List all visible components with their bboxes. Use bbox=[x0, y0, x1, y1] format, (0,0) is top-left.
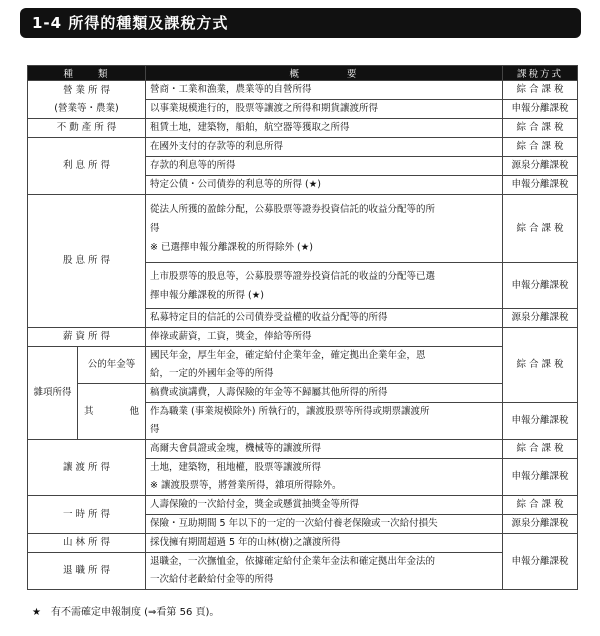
table-row bbox=[28, 138, 578, 157]
table-header-row bbox=[28, 66, 578, 81]
table-row bbox=[28, 440, 578, 459]
category-salary: 薪 資 所 得 bbox=[28, 328, 146, 347]
method-cell: 源泉分離課稅 bbox=[503, 515, 578, 534]
summary-cell: 採伐擁有期間超過 5 年的山林(樹)之讓渡所得 bbox=[146, 534, 503, 553]
summary-cell: 土地，建築物，租地權，股票等讓渡所得 ※ 讓渡股票等，將營業所得，雜項所得除外。 bbox=[146, 459, 503, 496]
header-method: 課稅方式 bbox=[503, 66, 578, 81]
category-interest: 利 息 所 得 bbox=[28, 138, 146, 195]
method-cell: 申報分離課稅 bbox=[503, 403, 578, 440]
method-cell: 綜 合 課 稅 bbox=[503, 138, 578, 157]
table-row bbox=[28, 195, 578, 263]
method-cell: 綜 合 課 稅 bbox=[503, 496, 578, 515]
header-category: 種 類 bbox=[28, 66, 146, 81]
method-cell: 源泉分離課稅 bbox=[503, 157, 578, 176]
summary-cell: 租賃土地，建築物，船舶，航空器等獲取之所得 bbox=[146, 119, 503, 138]
summary-cell: 上市股票等的股息等，公募股票等證券投資信託的收益的分配等已選 擇申報分離課稅的所得 (★) bbox=[146, 263, 503, 309]
method-cell: 綜 合 課 稅 bbox=[503, 195, 578, 263]
method-cell: 申報分離課稅 bbox=[503, 176, 578, 195]
summary-cell: 俸祿或薪資，工資，獎金，俸給等所得 bbox=[146, 328, 503, 347]
sub-category-pension: 公的年金等 bbox=[78, 347, 146, 384]
category-transfer: 讓 渡 所 得 bbox=[28, 440, 146, 496]
table-row bbox=[28, 347, 578, 384]
method-cell: 綜 合 課 稅 bbox=[503, 440, 578, 459]
section-title: 1-4 所得的種類及課稅方式 bbox=[20, 8, 581, 38]
category-retirement: 退 職 所 得 bbox=[28, 553, 146, 590]
summary-cell: 特定公債・公司債券的利息等的所得 (★) bbox=[146, 176, 503, 195]
table-row bbox=[28, 119, 578, 138]
method-cell: 綜 合 課 稅 bbox=[503, 119, 578, 138]
method-cell: 綜 合 課 稅 bbox=[503, 328, 578, 403]
header-summary: 概 要 bbox=[146, 66, 503, 81]
category-real-estate: 不 動 產 所 得 bbox=[28, 119, 146, 138]
summary-cell: 從法人所獲的盈餘分配，公募股票等證券投資信託的收益分配等的所 得 ※ 已選擇申報分離課稅的所得除外 (★) bbox=[146, 195, 503, 263]
table-row bbox=[28, 384, 578, 403]
category-misc: 雜項所得 bbox=[28, 347, 78, 440]
method-cell: 源泉分離課稅 bbox=[503, 309, 578, 328]
category-business: 營 業 所 得 (營業等・農業) bbox=[28, 81, 146, 119]
sub-category-other: 其 他 bbox=[78, 384, 146, 440]
summary-cell: 存款的利息等的所得 bbox=[146, 157, 503, 176]
table-row bbox=[28, 534, 578, 553]
method-cell: 申報分離課稅 bbox=[503, 263, 578, 309]
income-tax-table bbox=[27, 65, 578, 590]
method-cell: 申報分離課稅 bbox=[503, 534, 578, 590]
summary-cell: 私募特定目的信託的公司債券受益權的收益分配等的所得 bbox=[146, 309, 503, 328]
summary-cell: 作為職業 (事業規模除外) 所執行的，讓渡股票等所得或期票讓渡所 得 bbox=[146, 403, 503, 440]
summary-cell: 人壽保險的一次給付金，獎金或懸賞抽獎金等所得 bbox=[146, 496, 503, 515]
summary-cell: 國民年金，厚生年金，確定給付企業年金，確定拠出企業年金，恩 給，一定的外國年金等的所得 bbox=[146, 347, 503, 384]
table-row bbox=[28, 81, 578, 100]
table-row bbox=[28, 328, 578, 347]
category-forest: 山 林 所 得 bbox=[28, 534, 146, 553]
footnote: ★ 有不需確定申報制度 (⇒看第 56 頁)。 bbox=[32, 607, 220, 618]
summary-cell: 以事業規模進行的，股票等讓渡之所得和期貨讓渡所得 bbox=[146, 100, 503, 119]
category-dividend: 股 息 所 得 bbox=[28, 195, 146, 328]
summary-cell: 退職金，一次撫恤金，依據確定給付企業年金法和確定拠出年金法的 一次給付老齡給付金等的所得 bbox=[146, 553, 503, 590]
method-cell: 綜 合 課 稅 bbox=[503, 81, 578, 100]
method-cell: 申報分離課稅 bbox=[503, 100, 578, 119]
summary-cell: 保險・互助期間 5 年以下的一定的一次給付養老保險或一次給付損失 bbox=[146, 515, 503, 534]
summary-cell: 在國外支付的存款等的利息所得 bbox=[146, 138, 503, 157]
summary-cell: 營商・工業和漁業，農業等的自營所得 bbox=[146, 81, 503, 100]
summary-cell: 稿費或演講費，人壽保險的年金等不歸屬其他所得的所得 bbox=[146, 384, 503, 403]
category-occasional: 一 時 所 得 bbox=[28, 496, 146, 534]
summary-cell: 高爾夫會員證或金塊，機械等的讓渡所得 bbox=[146, 440, 503, 459]
table-row bbox=[28, 496, 578, 515]
table-row bbox=[28, 553, 578, 590]
method-cell: 申報分離課稅 bbox=[503, 459, 578, 496]
